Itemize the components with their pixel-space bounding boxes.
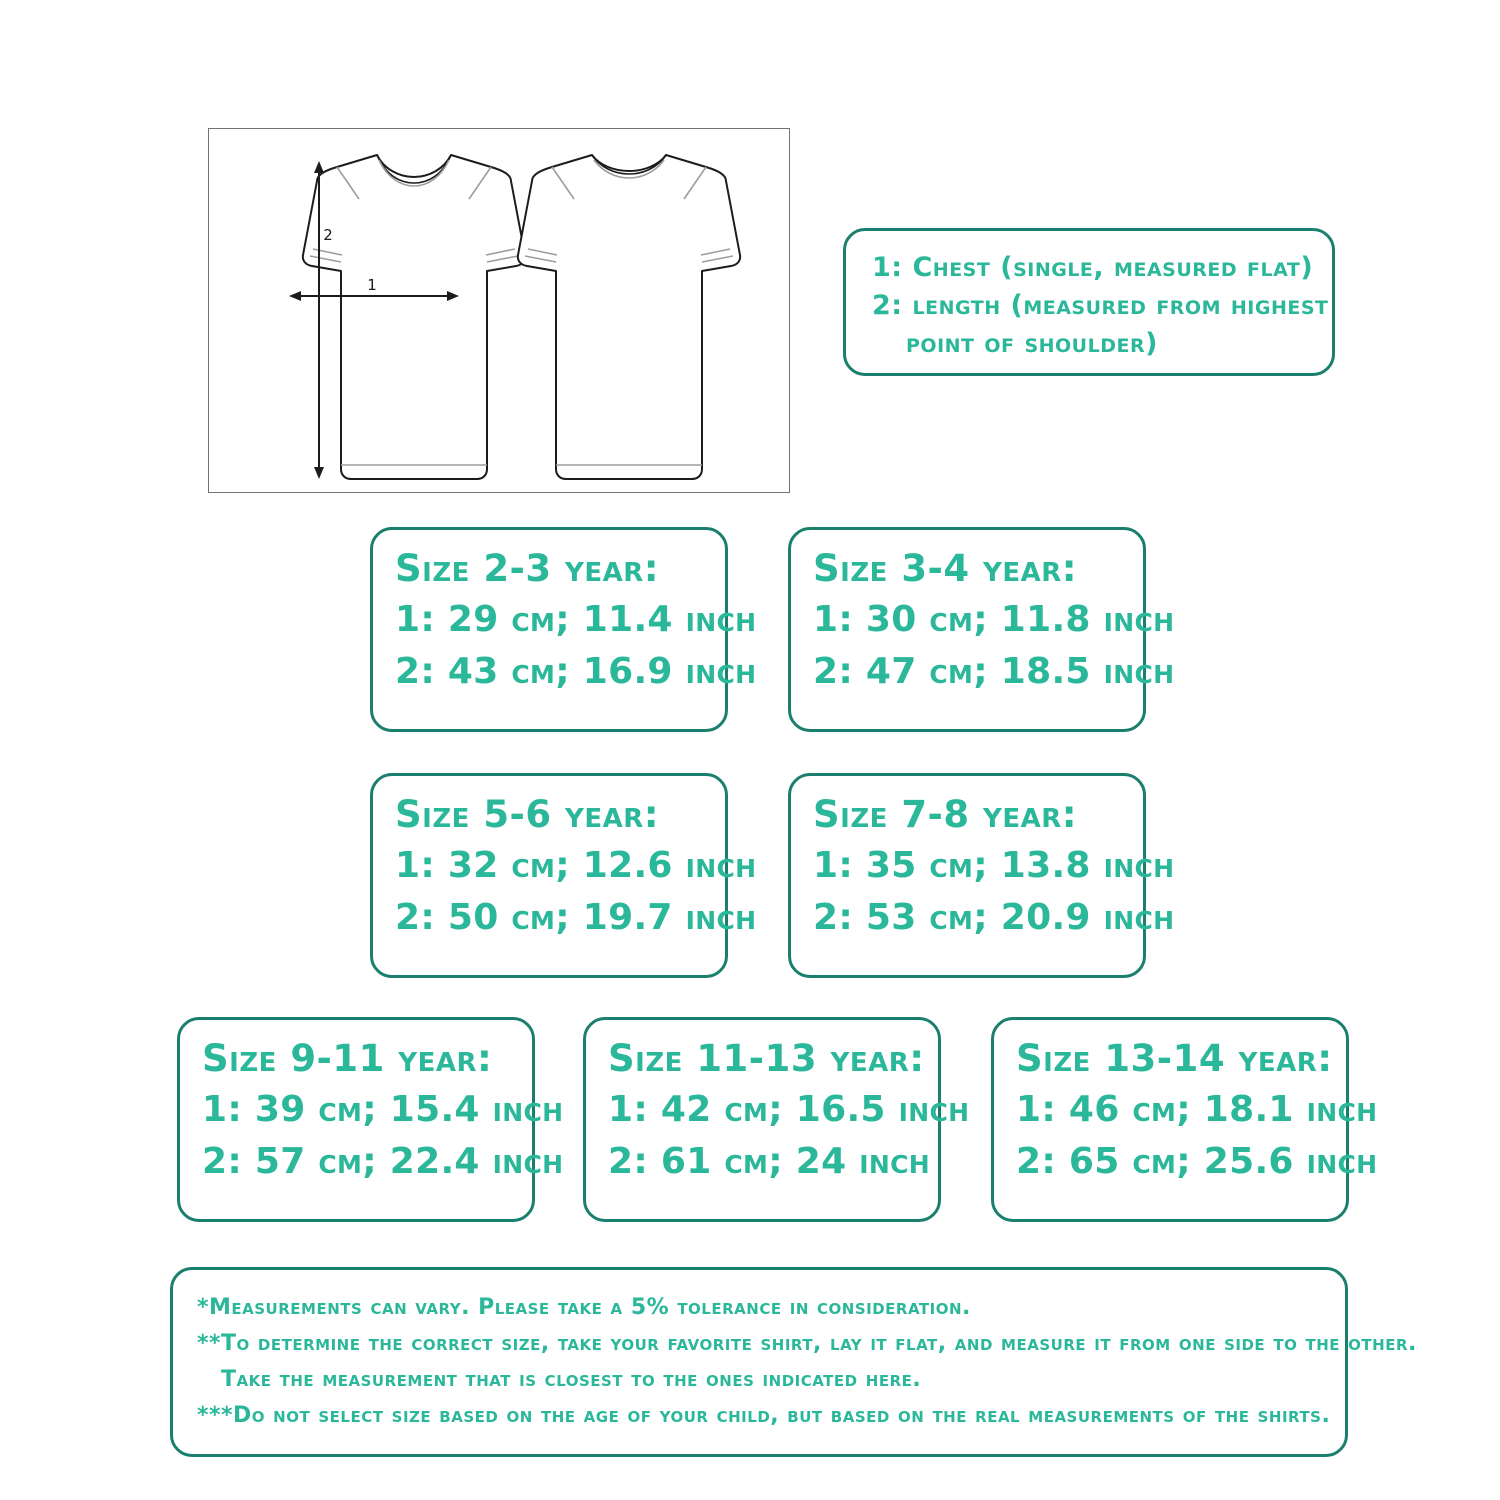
tshirt-front bbox=[303, 155, 525, 479]
size-card-7-8 bbox=[788, 773, 1175, 978]
size-card-3-4 bbox=[788, 527, 1175, 732]
size-card-chest: 1: 35 cm; 13.8 inch bbox=[813, 845, 1175, 886]
dimension-label-2: 2 bbox=[323, 226, 333, 244]
legend-line-2: 2: length (measured from highest bbox=[872, 290, 1329, 321]
size-card-title: Size 9-11 year: bbox=[202, 1037, 493, 1080]
size-card-title: Size 13-14 year: bbox=[1016, 1037, 1333, 1080]
size-card-title: Size 7-8 year: bbox=[813, 793, 1078, 836]
legend-line-1: 1: Chest (single, measured flat) bbox=[872, 252, 1314, 283]
size-card-chest: 1: 42 cm; 16.5 inch bbox=[608, 1089, 970, 1130]
size-card-5-6 bbox=[370, 773, 757, 978]
size-card-13-14 bbox=[991, 1017, 1378, 1222]
note-line-2: **To determine the correct size, take your favorite shirt, lay it flat, and measure it from one side to the other. bbox=[197, 1331, 1417, 1356]
size-card-length: 2: 65 cm; 25.6 inch bbox=[1016, 1141, 1378, 1182]
note-line-3: Take the measurement that is closest to the ones indicated here. bbox=[221, 1367, 922, 1392]
size-card-title: Size 11-13 year: bbox=[608, 1037, 925, 1080]
dimension-label-1: 1 bbox=[367, 276, 377, 294]
note-line-1: *Measurements can vary. Please take a 5% tolerance in consideration. bbox=[197, 1295, 971, 1320]
size-card-title: Size 2-3 year: bbox=[395, 547, 660, 590]
tshirt-illustration-panel bbox=[208, 128, 790, 493]
size-card-length: 2: 53 cm; 20.9 inch bbox=[813, 897, 1175, 938]
size-card-chest: 1: 32 cm; 12.6 inch bbox=[395, 845, 757, 886]
tshirt-back bbox=[518, 155, 740, 479]
size-card-length: 2: 43 cm; 16.9 inch bbox=[395, 651, 757, 692]
size-card-length: 2: 47 cm; 18.5 inch bbox=[813, 651, 1175, 692]
size-card-chest: 1: 39 cm; 15.4 inch bbox=[202, 1089, 564, 1130]
size-card-9-11 bbox=[177, 1017, 564, 1222]
notes-card bbox=[170, 1267, 1417, 1457]
size-card-length: 2: 50 cm; 19.7 inch bbox=[395, 897, 757, 938]
size-card-length: 2: 57 cm; 22.4 inch bbox=[202, 1141, 564, 1182]
legend-line-3: point of shoulder) bbox=[906, 328, 1158, 359]
size-card-chest: 1: 46 cm; 18.1 inch bbox=[1016, 1089, 1378, 1130]
tshirt-diagram-svg bbox=[209, 129, 788, 491]
size-card-chest: 1: 29 cm; 11.4 inch bbox=[395, 599, 757, 640]
legend-card bbox=[843, 228, 1335, 376]
size-card-2-3 bbox=[370, 527, 757, 732]
size-card-title: Size 3-4 year: bbox=[813, 547, 1078, 590]
size-card-chest: 1: 30 cm; 11.8 inch bbox=[813, 599, 1175, 640]
size-card-length: 2: 61 cm; 24 inch bbox=[608, 1141, 930, 1182]
note-line-4: ***Do not select size based on the age of your child, but based on the real measurements of the shirts. bbox=[197, 1403, 1331, 1428]
size-card-11-13 bbox=[583, 1017, 970, 1222]
size-card-title: Size 5-6 year: bbox=[395, 793, 660, 836]
